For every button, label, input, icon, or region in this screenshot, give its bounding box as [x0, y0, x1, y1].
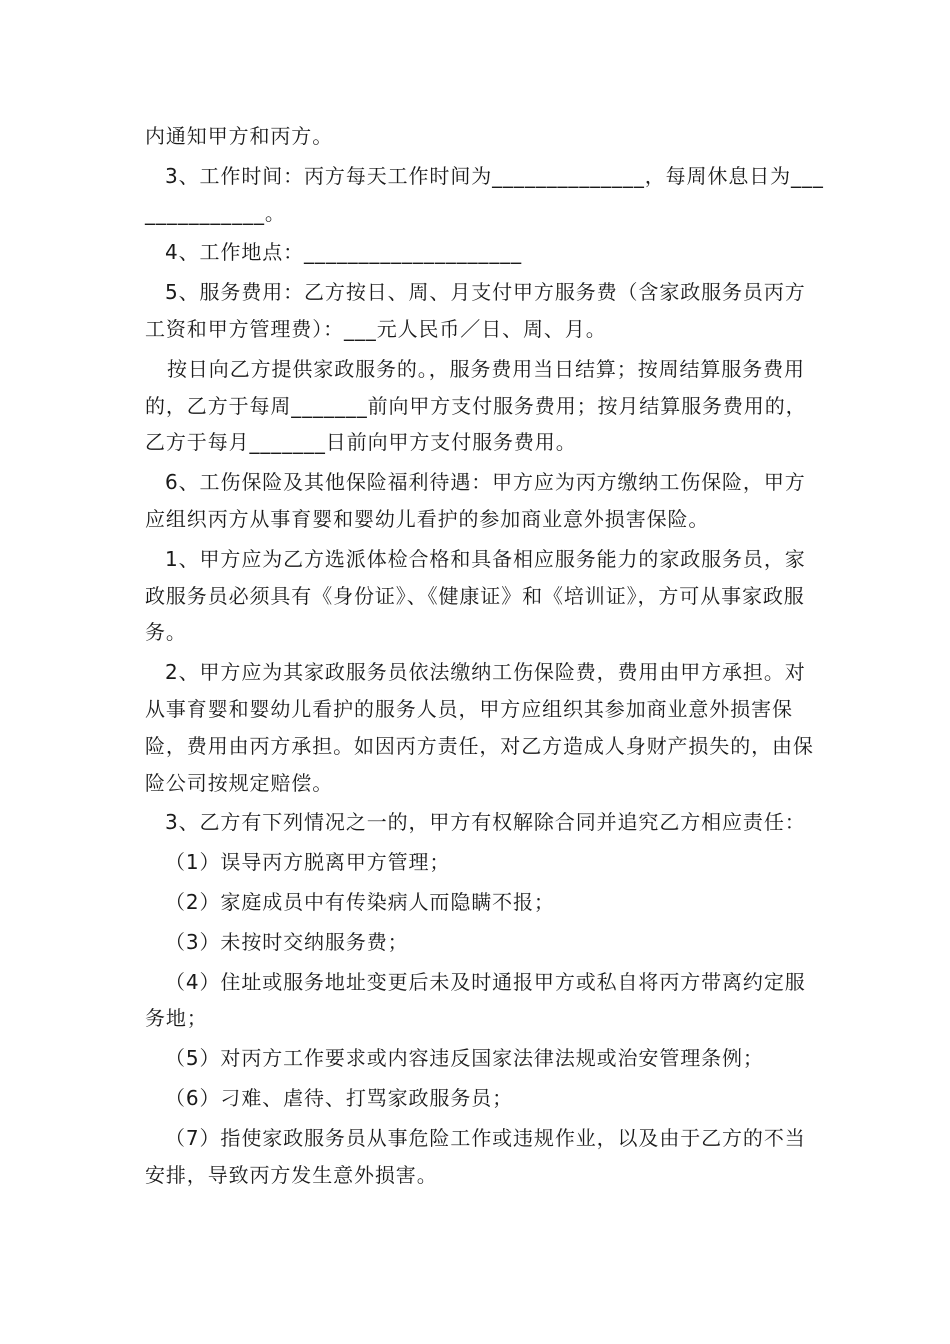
- list-item-7: （7）指使家政服务员从事危险工作或违规作业，以及由于乙方的不当安排，导致丙方发生意外损害。: [145, 1125, 806, 1187]
- paragraph-work-location: 4、工作地点：____________________: [165, 240, 523, 265]
- list-item-4: （4）住址或服务地址变更后未及时通报甲方或私自将丙方带离约定服务地；: [145, 969, 806, 1031]
- paragraph-clause-3: 3、乙方有下列情况之一的，甲方有权解除合同并追究乙方相应责任：: [165, 810, 806, 835]
- document-body: [145, 118, 825, 1196]
- paragraph-notify: 内通知甲方和丙方。: [145, 124, 334, 148]
- paragraph-work-time: 3、工作时间：丙方每天工作时间为______________，每周休息日为______________。: [145, 163, 824, 225]
- paragraph-clause-1: 1、甲方应为乙方选派体检合格和具备相应服务能力的家政服务员，家政服务员必须具有《身份证》、《健康证》和《培训证》，方可从事家政服务。: [145, 546, 806, 645]
- paragraph-clause-2: 2、甲方应为其家政服务员依法缴纳工伤保险费，费用由甲方承担。对从事育婴和婴幼儿看护的服务人员，甲方应组织其参加商业意外损害保险，费用由丙方承担。如因丙方责任，对乙方造成人身财产损失的，由保险公司按规定赔偿。: [145, 660, 814, 795]
- list-item-3: （3）未按时交纳服务费；: [165, 929, 409, 954]
- paragraph-insurance: 6、工伤保险及其他保险福利待遇：甲方应为丙方缴纳工伤保险，甲方应组织丙方从事育婴和婴幼儿看护的参加商业意外损害保险。: [145, 470, 806, 531]
- paragraph-service-fee: 5、服务费用：乙方按日、周、月支付甲方服务费（含家政服务员丙方工资和甲方管理费）：___元人民币／日、周、月。: [145, 280, 806, 341]
- list-item-5: （5）对丙方工作要求或内容违反国家法律法规或治安管理条例；: [165, 1046, 764, 1071]
- list-item-1: （1）误导丙方脱离甲方管理；: [165, 850, 451, 875]
- list-item-6: （6）刁难、虐待、打骂家政服务员；: [165, 1085, 514, 1110]
- paragraph-settlement: 按日向乙方提供家政服务的。，服务费用当日结算；按周结算服务费用的，乙方于每周_______前向甲方支付服务费用；按月结算服务费用的，乙方于每月_______日前向甲方支付服务费用。: [145, 356, 807, 455]
- list-item-2: （2）家庭成员中有传染病人而隐瞒不报；: [165, 889, 555, 914]
